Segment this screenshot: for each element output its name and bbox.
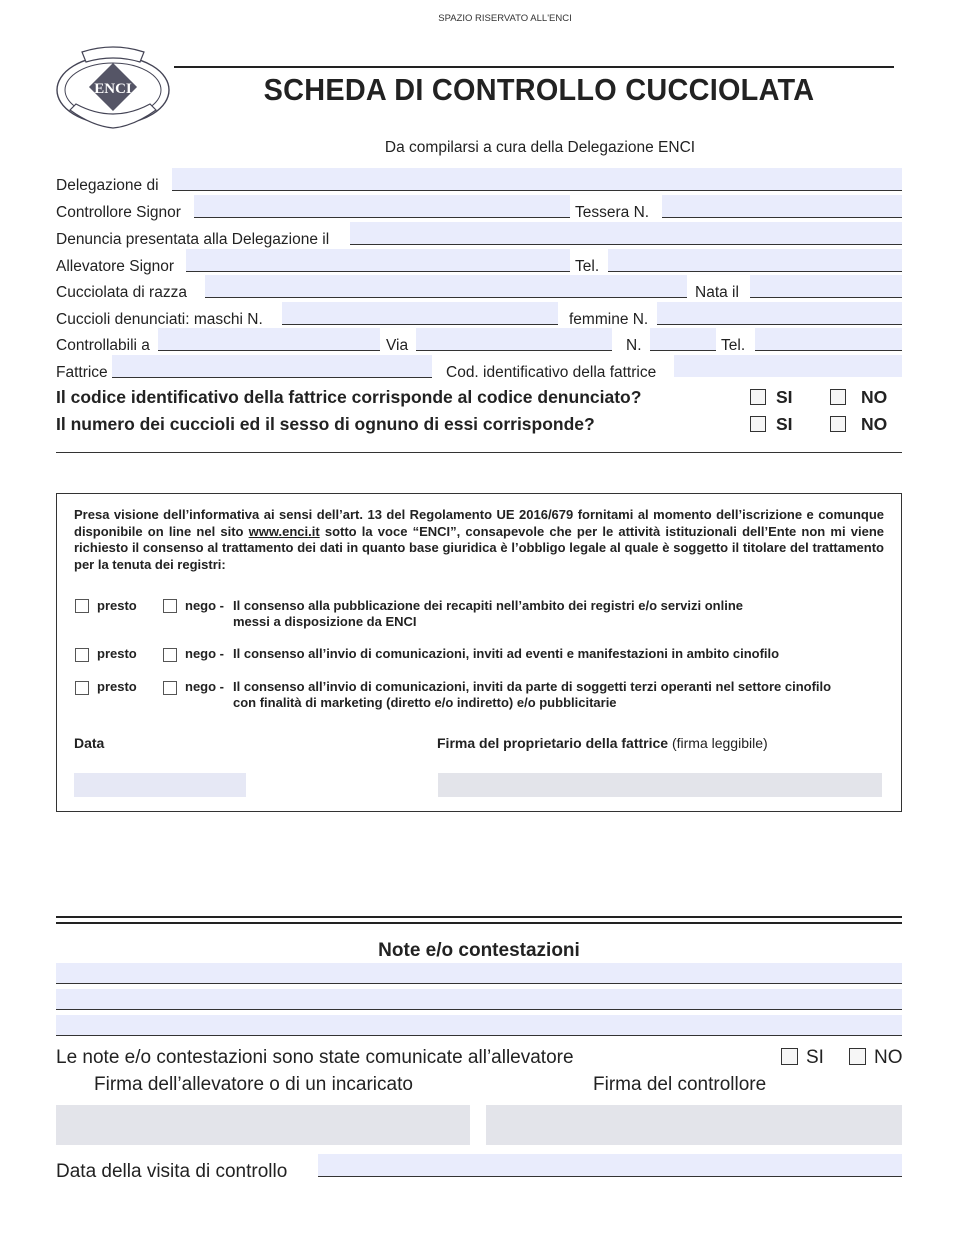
- n-field[interactable]: [650, 328, 716, 351]
- consent3-presto-label: presto: [97, 679, 137, 694]
- cod-field[interactable]: [674, 355, 902, 377]
- label-fattrice: Fattrice: [56, 364, 108, 381]
- label-allevatore: Allevatore Signor: [56, 258, 175, 275]
- consent1-nego-checkbox[interactable]: [163, 599, 177, 613]
- consent2-presto-label: presto: [97, 646, 137, 661]
- q1-no-checkbox[interactable]: [830, 389, 846, 405]
- via-field[interactable]: [416, 328, 612, 351]
- data-visita-label: Data della visita di controllo: [56, 1161, 288, 1182]
- label-maschi: Cuccioli denunciati: maschi N.: [56, 311, 263, 328]
- label-cod: Cod. identificativo della fattrice: [446, 364, 657, 381]
- tessera-field[interactable]: [662, 195, 902, 218]
- firma-controllore-field[interactable]: [486, 1105, 902, 1145]
- consent3-nego-label: nego -: [185, 679, 224, 694]
- privacy-firma-label: Firma del proprietario della fattrice (firma leggibile): [437, 735, 768, 751]
- label-via: Via: [386, 337, 409, 354]
- consent3-presto-checkbox[interactable]: [75, 681, 89, 695]
- denuncia-field[interactable]: [350, 222, 902, 245]
- enci-link[interactable]: www.enci.it: [248, 523, 320, 539]
- label-razza: Cucciolata di razza: [56, 284, 187, 301]
- firma-allevatore-field[interactable]: [56, 1105, 470, 1145]
- q2-si-checkbox[interactable]: [750, 416, 766, 432]
- delegazione-field[interactable]: [172, 168, 902, 191]
- logo-text: ENCI: [94, 81, 132, 97]
- q1-si-label: SI: [776, 387, 793, 407]
- notes-si-label: SI: [806, 1047, 824, 1068]
- data-visita-field[interactable]: [318, 1154, 902, 1177]
- femmine-field[interactable]: [657, 302, 902, 325]
- label-denuncia: Denuncia presentata alla Delegazione il: [56, 231, 330, 248]
- section-divider: [56, 452, 902, 453]
- notes-line-2[interactable]: [56, 989, 902, 1010]
- razza-field[interactable]: [205, 275, 687, 298]
- question-codice: Il codice identificativo della fattrice corrisponde al codice denunciato?: [56, 387, 642, 407]
- consent1-presto-label: presto: [97, 598, 137, 613]
- q2-no-label: NO: [861, 414, 888, 434]
- consent1-presto-checkbox[interactable]: [75, 599, 89, 613]
- label-n: N.: [626, 337, 642, 354]
- privacy-box: [56, 493, 902, 812]
- q1-no-label: NO: [861, 387, 888, 407]
- maschi-field[interactable]: [282, 302, 558, 325]
- controllabili-field[interactable]: [158, 328, 380, 351]
- label-nata: Nata il: [695, 284, 739, 301]
- notes-no-label: NO: [874, 1047, 903, 1068]
- consent1-text-a: Il consenso alla pubblicazione dei recapiti nell’ambito dei registri e/o servizi online: [233, 598, 744, 613]
- consent2-presto-checkbox[interactable]: [75, 648, 89, 662]
- notes-si-checkbox[interactable]: [781, 1048, 798, 1065]
- label-delegazione: Delegazione di: [56, 177, 159, 194]
- tel-field[interactable]: [608, 249, 902, 272]
- label-tessera: Tessera N.: [575, 204, 650, 221]
- label-femmine: femmine N.: [569, 311, 649, 328]
- notes-title: Note e/o contestazioni: [378, 940, 580, 961]
- firma-allevatore-label: Firma dell’allevatore o di un incaricato: [94, 1074, 413, 1095]
- consent2-nego-label: nego -: [185, 646, 224, 661]
- privacy-firma-field[interactable]: [438, 773, 882, 797]
- privacy-data-field[interactable]: [74, 773, 246, 797]
- q1-si-checkbox[interactable]: [750, 389, 766, 405]
- firma-controllore-label: Firma del controllore: [593, 1074, 767, 1095]
- consent3-nego-checkbox[interactable]: [163, 681, 177, 695]
- controllore-field[interactable]: [194, 195, 570, 218]
- label-controllabili: Controllabili a: [56, 337, 150, 354]
- q2-no-checkbox[interactable]: [830, 416, 846, 432]
- notes-double-rule-bottom: [56, 922, 902, 924]
- notes-line-1[interactable]: [56, 963, 902, 984]
- privacy-intro: Presa visione dell’informativa ai sensi dell’art. 13 del Regolamento UE 2016/679 fornitami al momento dell’iscrizione e comunque disponibile on line nel sito www.enci.it sotto la voce “ENCI”, consapevole che per le attività istituzionali dell’Ente non mi viene richiesto il consenso al trattamento dei dati in quanto base giuridica è l’obbligo legale al quale è soggetto il titolare del trattamento per la tenuta dei registri:: [74, 507, 884, 572]
- label-tel2: Tel.: [721, 337, 746, 354]
- consent3-text-a: Il consenso all’invio di comunicazioni, inviti da parte di soggetti terzi operanti nel settore cinofilo: [233, 679, 832, 694]
- consent3-text-b: con finalità di marketing (diretto e/o indiretto) e/o pubblicitarie: [233, 695, 617, 710]
- q2-si-label: SI: [776, 414, 793, 434]
- fattrice-field[interactable]: [112, 355, 432, 378]
- notes-double-rule-top: [56, 916, 902, 918]
- title-rule: [174, 66, 894, 68]
- enci-logo: [52, 40, 174, 130]
- reserved-label: SPAZIO RISERVATO ALL'ENCI: [438, 13, 572, 24]
- consent1-nego-label: nego -: [185, 598, 224, 613]
- privacy-data-label: Data: [74, 735, 105, 751]
- label-tel: Tel.: [575, 258, 600, 275]
- page-title: SCHEDA DI CONTROLLO CUCCIOLATA: [263, 72, 815, 107]
- allevatore-field[interactable]: [186, 249, 570, 272]
- nata-field[interactable]: [750, 275, 902, 298]
- notes-no-checkbox[interactable]: [849, 1048, 866, 1065]
- consent1-text-b: messi a disposizione da ENCI: [233, 614, 417, 629]
- question-numero: Il numero dei cuccioli ed il sesso di ognuno di essi corrisponde?: [56, 414, 595, 434]
- notes-comunicate-label: Le note e/o contestazioni sono state comunicate all’allevatore: [56, 1047, 574, 1068]
- tel2-field[interactable]: [755, 328, 902, 351]
- notes-line-3[interactable]: [56, 1015, 902, 1036]
- subtitle: Da compilarsi a cura della Delegazione ENCI: [384, 139, 696, 156]
- consent2-text: Il consenso all’invio di comunicazioni, inviti ad eventi e manifestazioni in ambito cinofilo: [233, 646, 780, 661]
- consent2-nego-checkbox[interactable]: [163, 648, 177, 662]
- label-controllore: Controllore Signor: [56, 204, 181, 221]
